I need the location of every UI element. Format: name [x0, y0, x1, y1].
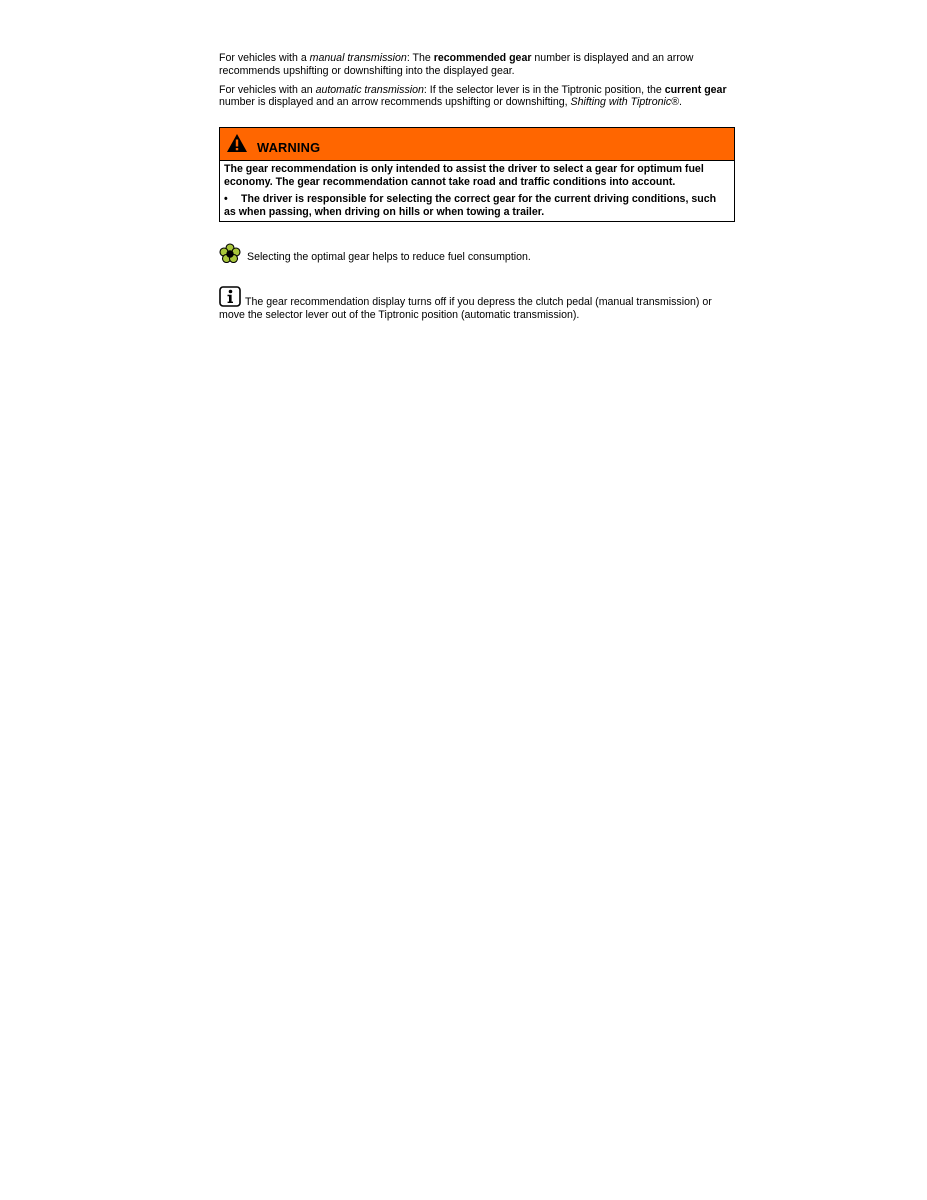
flower-eco-icon [219, 243, 241, 263]
document-content [219, 52, 735, 322]
warning-bullet-text: The driver is responsible for selecting the correct gear for the current driving conditions, such as when passing, when driving on hills or when towing a trailer. [224, 192, 717, 218]
warning-text: The gear recommendation is only intended to assist the driver to select a gear for optimum fuel economy. The gear recommendation cannot take road and traffic conditions into account. [224, 163, 704, 188]
warning-body [220, 161, 734, 221]
warning-box [219, 127, 735, 222]
info-note-text: The gear recommendation display turns off if you depress the clutch pedal (manual transmission) or move the selector lever out of the Tiptronic position (automatic transmission). [219, 296, 712, 322]
warning-triangle-icon [226, 133, 248, 153]
bullet-marker: • [224, 192, 228, 205]
cross-reference-link[interactable]: Shifting with Tiptronic® [570, 96, 679, 109]
bold-term: current gear [664, 83, 727, 96]
text: number is displayed and an arrow recommends upshifting or downshifting into the displayed gear. [219, 52, 694, 77]
text: : The [406, 52, 434, 64]
bold-term: recommended gear [433, 52, 532, 64]
text: : If the selector lever is in the Tiptronic position, the [423, 83, 665, 96]
info-note [219, 286, 735, 322]
eco-note-text: Selecting the optimal gear helps to reduce fuel consumption. [247, 250, 531, 263]
text: number is displayed and an arrow recommends upshifting or downshifting, [219, 96, 571, 109]
italic-term: automatic transmission [315, 83, 424, 96]
automatic-transmission-paragraph [219, 84, 735, 110]
text: For vehicles with a [219, 52, 310, 64]
italic-term: manual transmission [309, 52, 407, 64]
warning-title: WARNING [257, 140, 321, 156]
warning-header [220, 128, 734, 161]
eco-note [219, 243, 735, 263]
manual-transmission-paragraph [219, 52, 735, 78]
text: For vehicles with an [219, 83, 316, 96]
info-icon [219, 286, 241, 307]
text: . [678, 96, 682, 109]
info-note-paragraph [219, 286, 735, 322]
warning-bullet [224, 193, 730, 219]
